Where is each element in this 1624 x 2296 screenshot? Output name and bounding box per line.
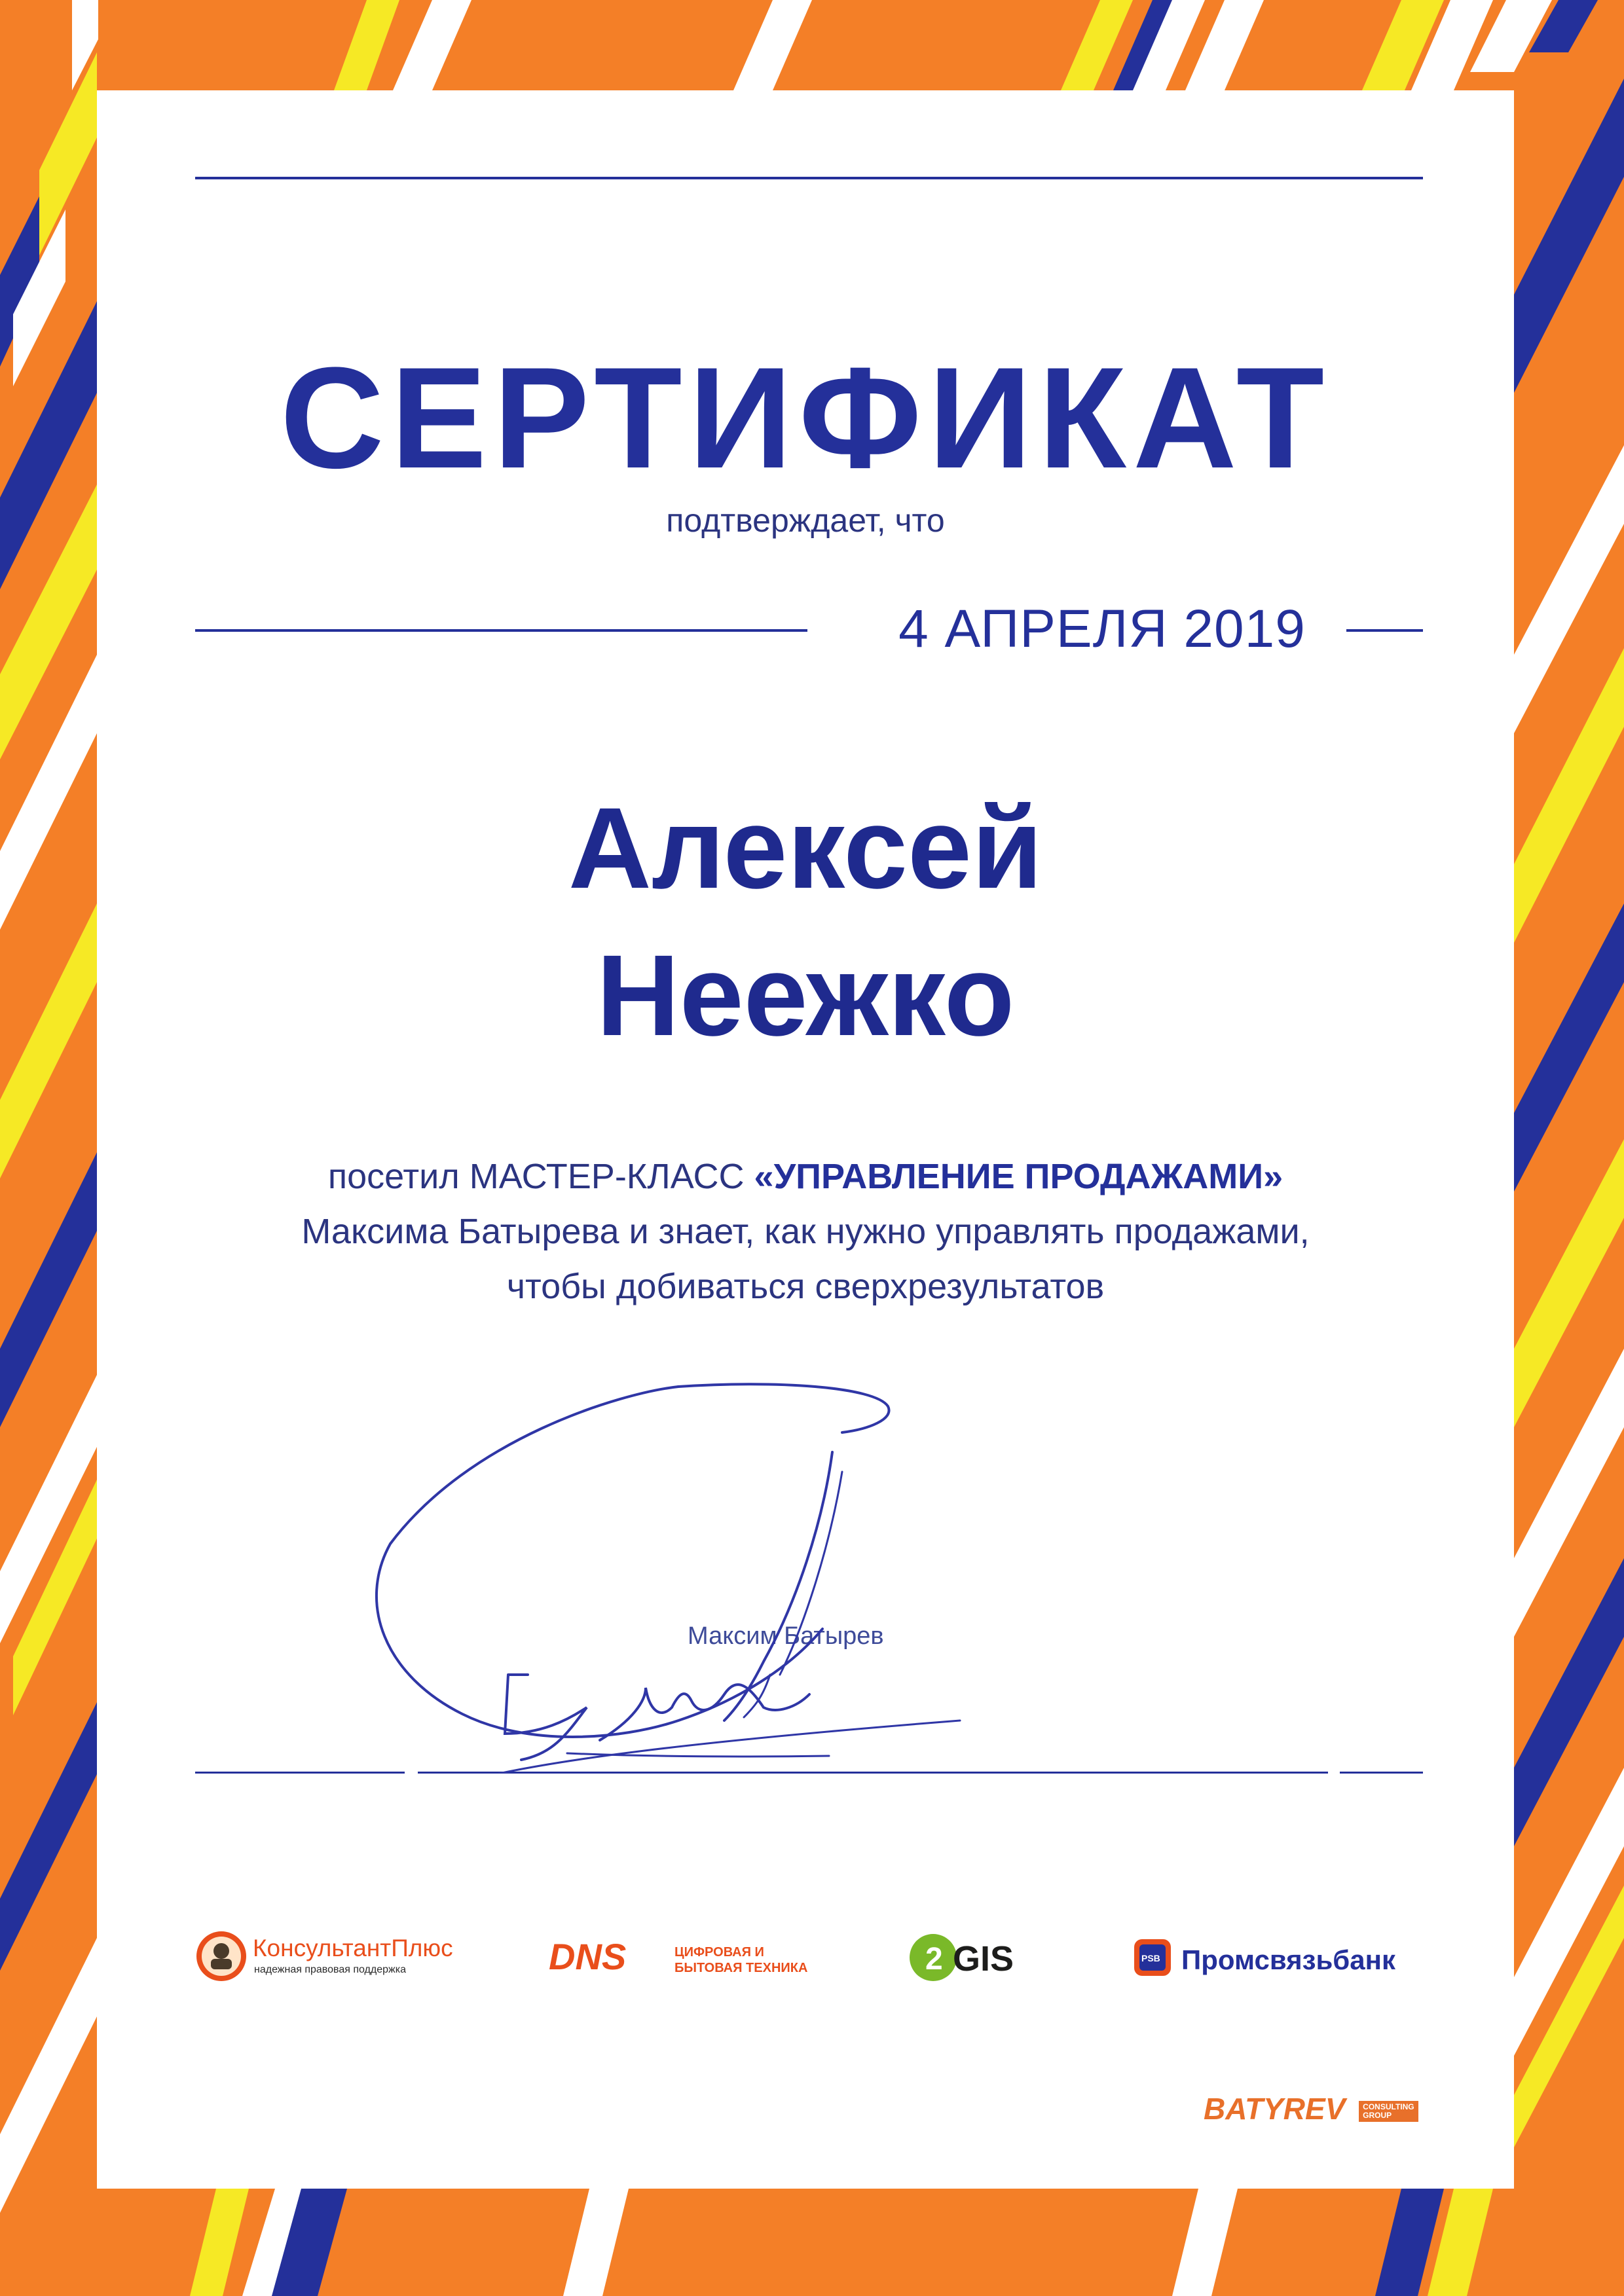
frame-stripe bbox=[0, 1702, 97, 1971]
signature bbox=[371, 1367, 1025, 1773]
frame-stripe bbox=[334, 0, 399, 90]
dns-tagline-line1: ЦИФРОВАЯ И bbox=[674, 1945, 764, 1959]
batyrev-brand-tag bbox=[1359, 2101, 1418, 2122]
psb-name: Промсвязьбанк bbox=[1181, 1944, 1395, 1975]
frame-stripe bbox=[733, 0, 812, 90]
dns-tagline-line2: БЫТОВАЯ ТЕХНИКА bbox=[674, 1961, 808, 1975]
body-line-2: Максима Батырева и знает, как нужно управлять продажами, bbox=[301, 1212, 1310, 1251]
promsvyazbank-logo bbox=[1132, 1917, 1433, 1995]
date-rule-right bbox=[1346, 629, 1423, 632]
2gis-digit: 2 bbox=[925, 1942, 943, 1977]
frame-stripe bbox=[0, 1152, 97, 1427]
course-name: «УПРАВЛЕНИЕ ПРОДАЖАМИ» bbox=[754, 1157, 1283, 1196]
dns-logo bbox=[549, 1917, 837, 1995]
batyrev-tag-line2: GROUP bbox=[1363, 2110, 1392, 2120]
consultant-plus-tagline: надежная правовая поддержка bbox=[254, 1964, 406, 1975]
frame-stripe bbox=[1514, 79, 1624, 393]
signature-rule-3 bbox=[1340, 1772, 1423, 1774]
consultant-plus-logo bbox=[194, 1917, 482, 1995]
batyrev-tag-line1: CONSULTING bbox=[1363, 2102, 1414, 2111]
frame-stripe bbox=[0, 1938, 97, 2213]
psb-badge-text: PSB bbox=[1141, 1953, 1160, 1963]
2gis-name: GIS bbox=[953, 1939, 1014, 1978]
frame-stripe bbox=[0, 903, 97, 1178]
frame-stripe bbox=[393, 0, 471, 90]
recipient-last-name: Неежко bbox=[596, 932, 1015, 1060]
frame-stripe bbox=[190, 2189, 249, 2296]
frame-stripe bbox=[563, 2189, 629, 2296]
date-rule-left bbox=[195, 629, 807, 632]
frame-stripe bbox=[1172, 2189, 1238, 2296]
batyrev-brand: BATYREV bbox=[1204, 2092, 1346, 2126]
recipient-first-name: Алексей bbox=[568, 784, 1043, 913]
signatory-name: Максим Батырев bbox=[688, 1622, 884, 1650]
top-rule bbox=[195, 177, 1423, 179]
batyrev-logo bbox=[1204, 2094, 1418, 2124]
consultant-plus-name: КонсультантПлюс bbox=[253, 1935, 453, 1961]
body-line-1 bbox=[97, 1159, 1514, 1194]
certificate-title: СЕРТИФИКАТ bbox=[280, 337, 1331, 498]
certificate-date: 4 АПРЕЛЯ 2019 bbox=[898, 599, 1306, 659]
body-line-1-prefix: посетил МАСТЕР-КЛАСС bbox=[327, 1157, 754, 1196]
body-line-3: чтобы добиваться сверхрезультатов bbox=[506, 1267, 1105, 1306]
dns-name: DNS bbox=[549, 1936, 627, 1977]
confirm-text: подтверждает, что bbox=[666, 502, 945, 539]
2gis-logo bbox=[906, 1917, 1063, 1995]
frame-stripe bbox=[39, 52, 97, 255]
certificate-panel bbox=[97, 90, 1514, 2189]
frame-stripe bbox=[1514, 903, 1624, 1192]
